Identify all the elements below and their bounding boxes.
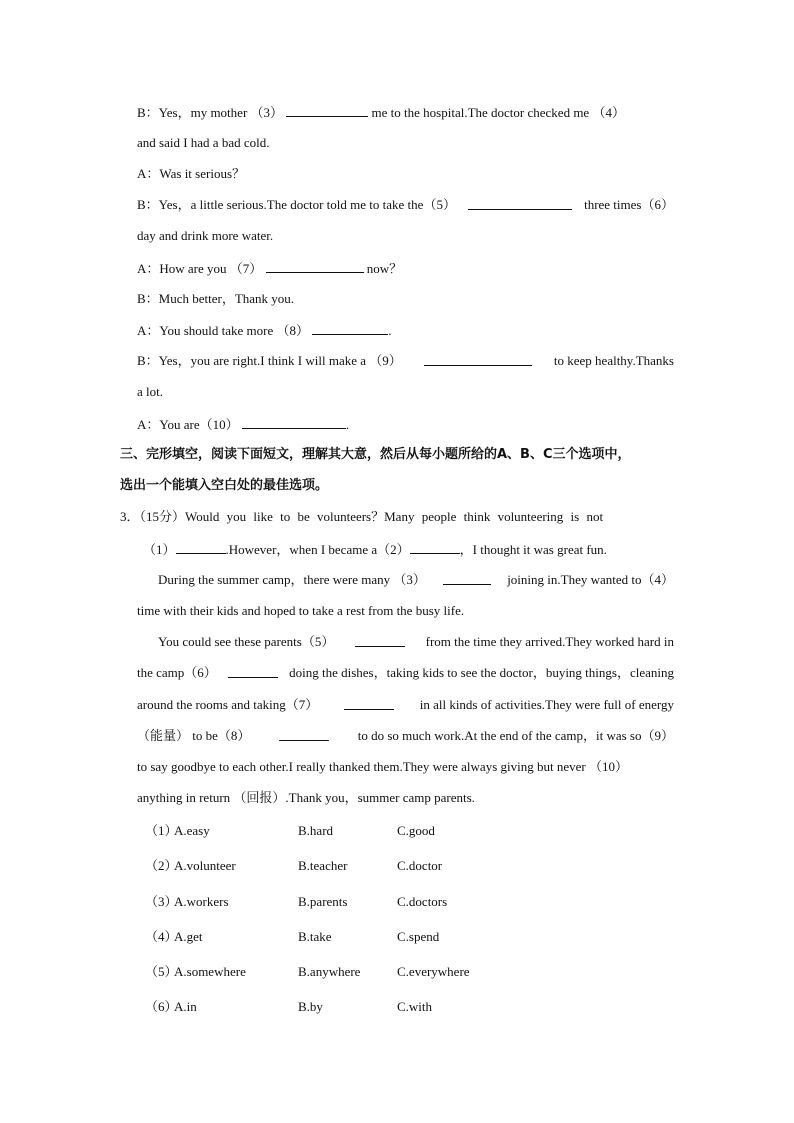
option-c[interactable]: C.everywhere xyxy=(397,964,470,979)
text: me to the hospital.The doctor checked me （4） xyxy=(371,105,625,120)
answer-blank-8b xyxy=(279,728,329,741)
section-heading: 三、完形填空，阅读下面短文，理解其大意，然后从每小题所给的A、B、C三个选项中， xyxy=(120,447,631,462)
text: （能量） to be（8） xyxy=(137,728,251,743)
option-row-2 xyxy=(0,858,794,874)
option-a[interactable]: A.volunteer xyxy=(174,858,236,873)
option-c[interactable]: C.doctors xyxy=(397,894,448,909)
text: B：Yes，you are right.I think I will make a （9） xyxy=(137,353,402,368)
option-b[interactable]: B.hard xyxy=(298,823,334,838)
passage-line xyxy=(137,665,674,681)
option-row-1 xyxy=(0,823,794,839)
option-row-3 xyxy=(0,894,794,910)
option-a[interactable]: A.in xyxy=(174,999,197,1014)
passage-line xyxy=(137,697,674,713)
text: 3．（15分）Would you like to be volunteers？Many people think volunteering is not xyxy=(120,509,604,524)
passage-line xyxy=(137,728,674,744)
passage-line: anything in return （回报）.Thank you，summer camp parents. xyxy=(137,790,475,805)
passage-paragraph-2-cont: time with their kids and hoped to take a rest from the busy life. xyxy=(137,603,465,618)
text: B：Yes，a little serious.The doctor told me to take the（5） xyxy=(137,197,456,212)
answer-blank-6 xyxy=(228,665,278,678)
text: B：Yes，my mother （3） xyxy=(137,105,284,120)
text: During the summer camp，there were many （3） xyxy=(158,572,426,587)
answer-blank-7b xyxy=(344,697,394,710)
text: joining in.They wanted to（4） xyxy=(507,572,674,587)
answer-blank-1 xyxy=(176,541,226,554)
option-c[interactable]: C.with xyxy=(397,999,433,1014)
option-a[interactable]: A.workers xyxy=(174,894,229,909)
text: A：You should take more （8） xyxy=(137,323,310,338)
answer-blank-5b xyxy=(355,634,405,647)
option-number: （2） xyxy=(145,858,178,873)
option-a[interactable]: A.easy xyxy=(174,823,210,838)
text: A：You are（10） xyxy=(137,417,239,432)
text: . xyxy=(345,417,350,432)
option-b[interactable]: B.take xyxy=(298,929,332,944)
dialogue-line-a3 xyxy=(137,322,392,339)
dialogue-line-a4 xyxy=(137,416,349,433)
dialogue-line-b1 xyxy=(137,104,674,121)
option-a[interactable]: A.somewhere xyxy=(174,964,246,979)
option-b[interactable]: B.teacher xyxy=(298,858,348,873)
option-row-4 xyxy=(0,929,794,945)
text: （1） xyxy=(143,542,176,557)
passage-paragraph-3 xyxy=(158,634,674,650)
option-b[interactable]: B.by xyxy=(298,999,323,1014)
answer-blank-7 xyxy=(266,260,364,273)
answer-blank-3b xyxy=(443,572,491,585)
option-number: （6） xyxy=(145,999,178,1014)
text: around the rooms and taking（7） xyxy=(137,697,319,712)
dialogue-line-b3: B：Much better，Thank you. xyxy=(137,291,295,306)
option-c[interactable]: C.good xyxy=(397,823,435,838)
option-number: （3） xyxy=(145,894,178,909)
text: You could see these parents（5） xyxy=(158,634,335,649)
answer-blank-10 xyxy=(242,416,346,429)
answer-blank-3 xyxy=(286,104,368,117)
answer-blank-5 xyxy=(468,197,572,210)
text: from the time they arrived.They worked hard in xyxy=(425,634,674,649)
text: .However，when I became a（2） xyxy=(225,542,410,557)
dialogue-line-b2-cont: day and drink more water. xyxy=(137,228,274,243)
question-3-stem xyxy=(120,509,674,525)
dialogue-line-b4 xyxy=(137,353,674,369)
text: the camp（6） xyxy=(137,665,217,680)
option-c[interactable]: C.doctor xyxy=(397,858,443,873)
option-row-5 xyxy=(0,964,794,980)
option-number: （1） xyxy=(145,823,178,838)
text: now？ xyxy=(366,261,403,276)
option-b[interactable]: B.parents xyxy=(298,894,348,909)
text: doing the dishes，taking kids to see the doctor，buying things，cleaning xyxy=(289,665,674,680)
text: to do so much work.At the end of the camp，it was so（9） xyxy=(357,728,674,743)
passage-line: to say goodbye to each other.I really thanked them.They were always giving but never （10） xyxy=(137,759,628,774)
dialogue-line-b4-cont: a lot. xyxy=(137,384,163,399)
text: to keep healthy.Thanks xyxy=(553,353,674,368)
option-row-6 xyxy=(0,999,794,1015)
answer-blank-9 xyxy=(424,353,532,366)
text: ，I thought it was great fun. xyxy=(459,542,607,557)
option-c[interactable]: C.spend xyxy=(397,929,440,944)
answer-blank-8 xyxy=(312,322,388,335)
text: A：How are you （7） xyxy=(137,261,263,276)
text: three times（6） xyxy=(584,197,674,212)
text: . xyxy=(388,323,392,338)
option-a[interactable]: A.get xyxy=(174,929,203,944)
text: in all kinds of activities.They were full of energy xyxy=(419,697,674,712)
dialogue-line-b2 xyxy=(137,197,674,213)
question-3-stem-cont xyxy=(143,541,607,558)
option-number: （4） xyxy=(145,929,178,944)
dialogue-line-a1: A：Was it serious？ xyxy=(137,166,245,181)
passage-paragraph-2 xyxy=(158,572,674,588)
dialogue-line-b1-cont: and said I had a bad cold. xyxy=(137,135,270,150)
option-b[interactable]: B.anywhere xyxy=(298,964,361,979)
section-heading-cont: 选出一个能填入空白处的最佳选项。 xyxy=(120,478,329,493)
option-number: （5） xyxy=(145,964,178,979)
dialogue-line-a2 xyxy=(137,260,402,277)
answer-blank-2 xyxy=(410,541,460,554)
